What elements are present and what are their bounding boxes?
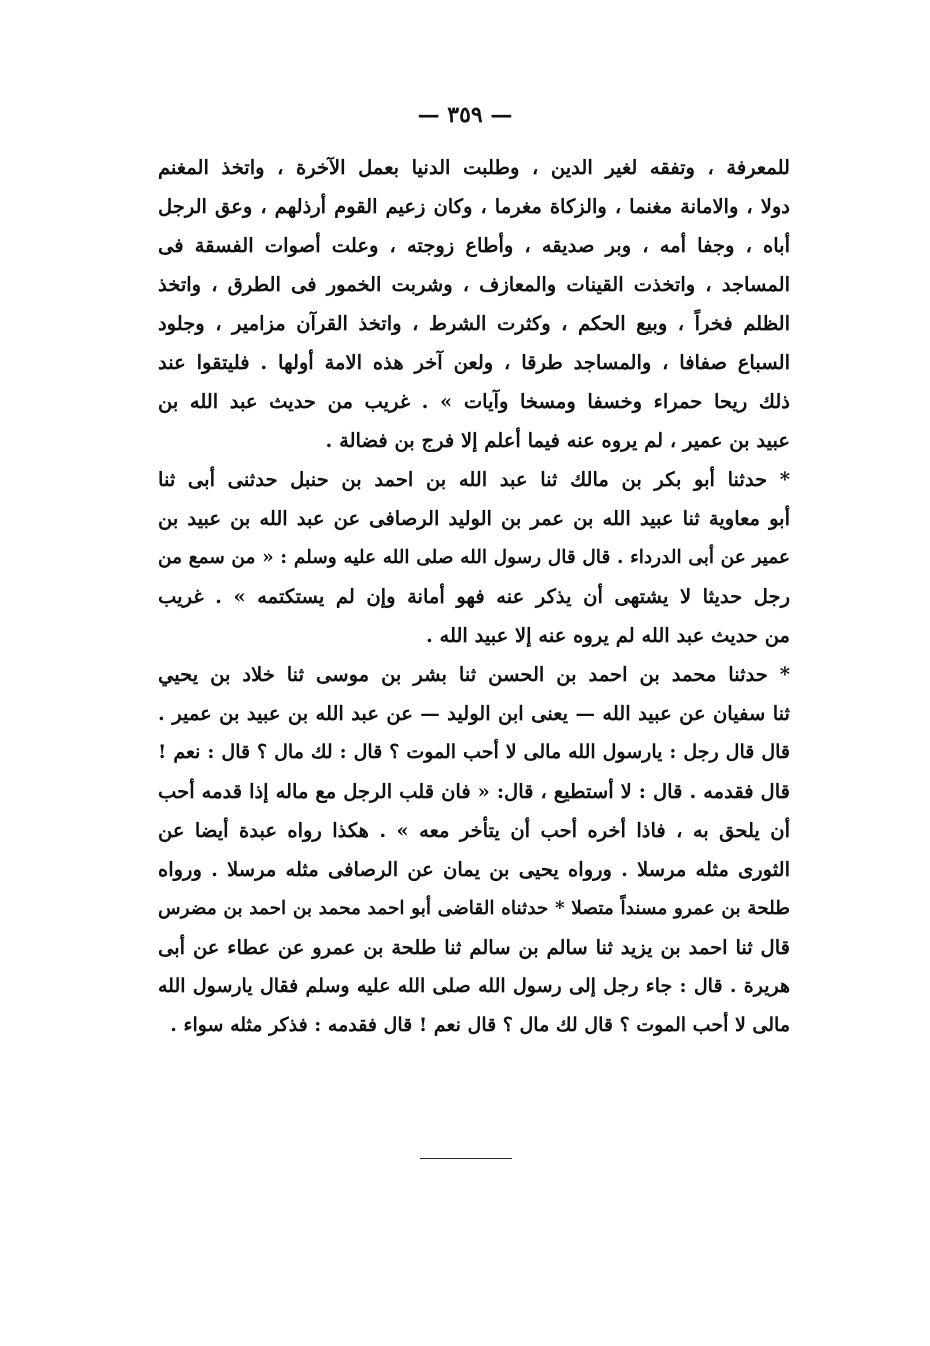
text-line: هريرة . قال : جاء رجل إلى رسول الله صلى الله عليه وسلم فقال يارسول الله	[158, 975, 790, 997]
text-line: قال فقدمه . قال : لا أستطيع ، قال: « فان قلب الرجل مع ماله إذا قدمه أحب	[158, 780, 790, 803]
main-text	[158, 148, 790, 1045]
text-line: * حدثنا محمد بن احمد بن الحسن ثنا بشر بن موسى ثنا خلاد بن يحيي	[158, 663, 790, 686]
text-line: مالى لا أحب الموت ؟ قال لك مال ؟ قال نعم ! قال فقدمه : فذكر مثله سواء .	[170, 1014, 790, 1036]
text-line: من حديث عبد الله لم يروه عنه إلا عبيد الله .	[425, 624, 790, 647]
text-line: عمير عن أبى الدرداء . قال قال رسول الله صلى الله عليه وسلم : « من سمع من	[158, 547, 790, 568]
text-line: دولا ، والامانة مغنما ، والزكاة مغرما ، وكان زعيم القوم أرذلهم ، وعق الرجل	[158, 195, 790, 218]
text-line: الثورى مثله مرسلا . ورواه يحيى بن يمان عن الرصافى مثله مرسلا . ورواه	[158, 858, 790, 881]
text-line: * حدثنا أبو بكر بن مالك ثنا عبد الله بن احمد بن حنبل حدثنى أبى ثنا	[158, 468, 790, 491]
page-number: — ٣٥٩ —	[417, 102, 513, 128]
text-line: أن يلحق به ، فاذا أخره أحب أن يتأخر معه » . هكذا رواه عبدة أيضا عن	[158, 819, 790, 842]
section-divider	[420, 1158, 512, 1159]
text-line: قال قال رجل : يارسول الله مالى لا أحب الموت ؟ قال : لك مال ؟ قال : نعم !	[158, 741, 790, 763]
text-line: أباه ، وجفا أمه ، وبر صديقه ، وأطاع زوجته ، وعلت أصوات الفسقة فى	[158, 234, 790, 257]
text-line: عبيد بن عمير ، لم يروه عنه فيما أعلم إلا فرج بن فضالة .	[325, 429, 790, 452]
text-line: للمعرفة ، وتفقه لغير الدين ، وطلبت الدنيا بعمل الآخرة ، واتخذ المغنم	[158, 156, 790, 179]
text-line: أبو معاوية ثنا عبيد الله بن عمر بن الوليد الرصافى عن عبد الله بن عبيد بن	[158, 507, 790, 530]
text-line: قال ثنا احمد بن يزيد ثنا سالم بن سالم ثنا طلحة بن عمرو عن عطاء عن أبى	[158, 936, 790, 959]
text-line: طلحة بن عمرو مسنداً متصلا * حدثناه القاضى أبو احمد محمد بن احمد بن مضرس	[158, 898, 790, 919]
text-line: السباع صفافا ، والمساجد طرقا ، ولعن آخر هذه الامة أولها . فليتقوا عند	[158, 351, 790, 374]
text-line: الظلم فخراً ، وبيع الحكم ، وكثرت الشرط ، واتخذ القرآن مزامير ، وجلود	[158, 312, 790, 335]
text-line: ذلك ريحا حمراء وخسفا ومسخا وآيات » . غريب من حديث عبد الله بن	[158, 390, 790, 413]
text-line: رجل حديثا لا يشتهى أن يذكر عنه فهو أمانة وإن لم يستكتمه » . غريب	[158, 585, 790, 608]
text-line: المساجد ، واتخذت القينات والمعازف ، وشربت الخمور فى الطرق ، واتخذ	[158, 273, 790, 296]
text-line: ثنا سفيان عن عبيد الله — يعنى ابن الوليد — عن عبد الله بن عبيد بن عمير .	[158, 702, 790, 725]
